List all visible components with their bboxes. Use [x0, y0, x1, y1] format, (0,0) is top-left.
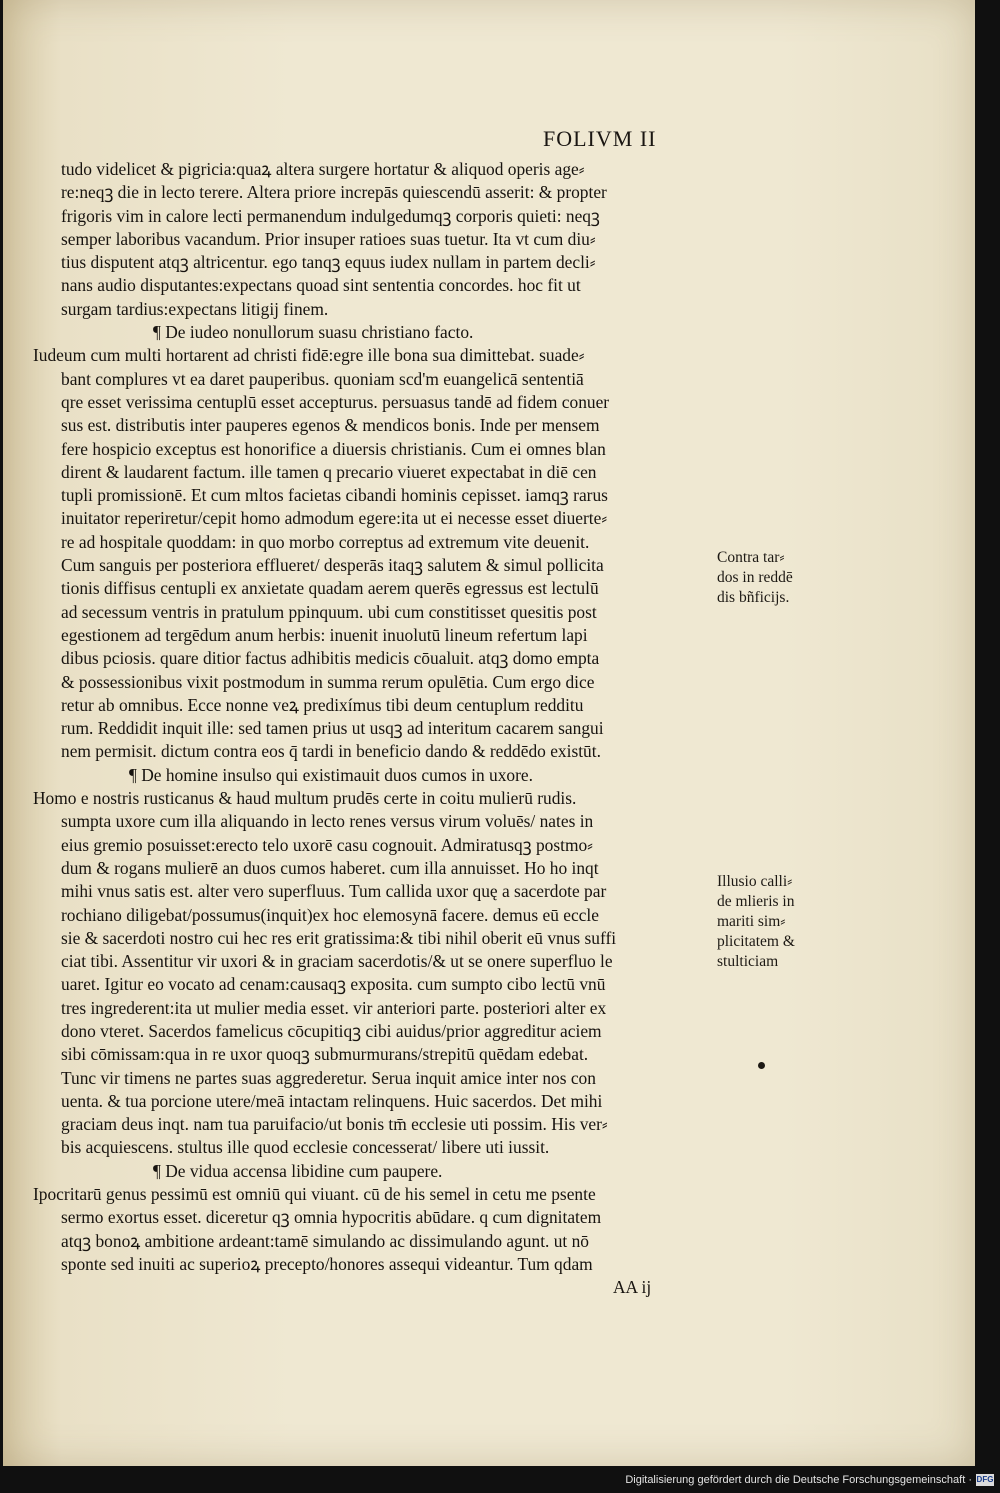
- text-line: nem permisit. dictum contra eos q̄ tardi in beneficio dando & reddēdo existūt.: [61, 741, 601, 762]
- text-line: ciat tibi. Assentitur vir uxori & in graciam sacerdotis/& ut se onere superfluo le: [61, 951, 613, 972]
- margin-note-line: stulticiam: [717, 953, 779, 970]
- margin-note-line: mariti sim⸗: [717, 913, 786, 930]
- margin-note-line: dos in reddē: [717, 569, 793, 586]
- footer: [625, 1471, 994, 1489]
- text-line: dono vteret. Sacerdos famelicus cōcupitiqꝫ cibi auidus/prior aggreditur aciem: [61, 1020, 602, 1041]
- margin-note-line: plicitatem &: [717, 933, 795, 950]
- text-line: mihi vnus satis est. alter vero superfluus. Tum callida uxor quę a sacerdote par: [61, 881, 607, 902]
- text-line: atqꝫ bonoꝝ ambitione ardeant:tamē simulando ac dissimulando agunt. ut nō: [61, 1230, 589, 1251]
- text-line: rum. Reddidit inquit ille: sed tamen prius ut usqꝫ ad interitum cacarem sangui: [61, 718, 604, 739]
- text-line: nans audio disputantes:expectans quoad sint sententia concordes. hoc fit ut: [61, 275, 581, 296]
- section-heading: ¶ De iudeo nonullorum suasu christiano facto.: [153, 322, 474, 343]
- ink-dot: [758, 1062, 765, 1069]
- text-line: Ipocritarū genus pessimū est omniū qui viuant. cū de his semel in cetu me psente: [33, 1184, 596, 1205]
- section-heading: ¶ De homine insulso qui existimauit duos cumos in uxore.: [129, 764, 533, 785]
- text-line: inuitator reperiretur/cepit homo admodum egere:ita ut ei necesse esset diuerte⸗: [61, 508, 608, 529]
- text-line: sus est. distributis inter pauperes egenos & mendicos bonis. Inde per mensem: [61, 415, 600, 436]
- text-line: fere hospicio exceptus est honorifice a diuersis christianis. Cum ei omnes blan: [61, 438, 606, 459]
- text-line: & possessionibus vixit postmodum in summa rerum opulētia. Cum ergo dice: [61, 671, 595, 692]
- text-line: Tunc vir timens ne partes suas aggrederetur. Serua inquit amice inter nos con: [61, 1067, 596, 1088]
- text-line: bis acquiescens. stultus ille quod ecclesie concesserat/ libere uti iussit.: [61, 1137, 550, 1158]
- text-line: sponte sed inuiti ac superioꝝ precepto/honores assequi videantur. Tum qdam: [61, 1253, 593, 1274]
- text-line: tius disputent atqꝫ altricentur. ego tanqꝫ equus iudex nullam in partem decli⸗: [61, 252, 596, 273]
- text-line: egestionem ad tergēdum anum herbis: inuenit inuolutū lineum refertum lapi: [61, 624, 588, 645]
- section-heading: ¶ De vidua accensa libidine cum paupere.: [153, 1160, 443, 1181]
- text-line: tupli promissionē. Et cum mltos facietas cibandi hominis cepisset. iamqꝫ rarus: [61, 485, 608, 506]
- footer-text: Digitalisierung gefördert durch die Deutsche Forschungsgemeinschaft ·: [625, 1474, 972, 1486]
- text-line: re:neqꝫ die in lecto terere. Altera priore increpās quiescendū asserit: & propter: [61, 182, 607, 203]
- text-line: frigoris vim in calore lecti permanendum indulgedumqꝫ corporis quieti: neqꝫ: [61, 205, 600, 226]
- text-line: surgam tardius:expectans litigij finem.: [61, 298, 329, 319]
- page: [3, 0, 975, 1466]
- margin-note-line: Illusio calli⸗: [717, 873, 793, 890]
- text-line: tudo videlicet & pigricia:quaꝝ altera surgere hortatur & aliquod operis age⸗: [61, 159, 585, 179]
- text-line: dibus pciosis. quare ditior factus adhibitis medicis cōualuit. atqꝫ domo empta: [61, 648, 600, 669]
- text-line: Iudeum cum multi hortarent ad christi fidē:egre ille bona sua dimittebat. suade⸗: [33, 345, 585, 366]
- margin-note-2: [717, 872, 827, 972]
- margin-note-line: de mlieris in: [717, 893, 795, 910]
- text-line: uenta. & tua porcione utere/meā intactam relinquens. Huic sacerdos. Det mihi: [61, 1090, 603, 1111]
- margin-note-line: dis bñficijs.: [717, 589, 790, 606]
- folio-header: FOLIVM II: [543, 126, 657, 151]
- main-text: [33, 158, 723, 1300]
- text-line: retur ab omnibus. Ecce nonne veꝝ predixímus tibi deum centuplum redditu: [61, 694, 584, 715]
- signature-mark: AA ij: [613, 1277, 652, 1298]
- dfg-logo-icon: DFG: [976, 1475, 994, 1484]
- text-line: tionis diffisus centupli ex anxietate quadam aerem querēs egressus est lectulū: [61, 578, 599, 599]
- text-line: uaret. Igitur eo vocato ad cenam:causaqꝫ exposita. cum sumpto cibo lectū vnū: [61, 974, 606, 995]
- text-line: tres ingrederent:ita ut mulier media esset. vir anteriori parte. posteriori alter ex: [61, 997, 607, 1018]
- text-line: ad secessum ventris in pratulum ppinquum. ubi cum constitisset quesitis post: [61, 601, 597, 622]
- text-line: Homo e nostris rusticanus & haud multum prudēs certe in coitu mulierū rudis.: [33, 788, 577, 809]
- text-line: semper laboribus vacandum. Prior insuper ratioes suas tuetur. Ita vt cum diu⸗: [61, 228, 596, 249]
- text-line: dum & rogans mulierē an duos cumos haberet. cum illa annuisset. Ho ho inqt: [61, 857, 599, 878]
- text-line: sibi cōmissam:qua in re uxor quoqꝫ submurmurans/strepitū quēdam edebat.: [61, 1044, 589, 1065]
- margin-note-1: [717, 548, 827, 608]
- text-line: graciam deus inqt. nam tua paruifacio/ut bonis tm̄ ecclesie uti possim. His ver⸗: [61, 1114, 608, 1135]
- text-line: sermo exortus esset. diceretur qꝫ omnia hypocritis abūdare. q cum dignitatem: [61, 1207, 602, 1228]
- text-line: sumpta uxore cum illa aliquando in lecto renes versus virum voluēs/ nates in: [61, 811, 594, 832]
- text-line: sie & sacerdoti nostro cui hec res erit gratissima:& tibi nihil oberit eū vnus suffi: [61, 927, 617, 948]
- text-line: bant complures vt ea daret pauperibus. quoniam scd'm euangelicā sententiā: [61, 368, 584, 389]
- text-line: re ad hospitale quoddam: in quo morbo correptus ad extremum vite deuenit.: [61, 531, 590, 552]
- text-line: dirent & laudarent factum. ille tamen q precario viueret expectabat in diē cen: [61, 461, 597, 482]
- text-line: qre esset verissima centuplū esset accepturus. persuasus tandē ad fidem conuer: [61, 391, 610, 412]
- text-line: eius gremio posuisset:erecto telo uxorē casu cognouit. Admiratusqꝫ postmo⸗: [61, 834, 593, 855]
- text-line: Cum sanguis per posteriora efflueret/ desperās itaqꝫ salutem & simul pollicita: [61, 555, 604, 576]
- text-line: rochiano diligebat/possumus(inquit)ex hoc elemosynā facere. demus eū eccle: [61, 904, 599, 925]
- margin-note-line: Contra tar⸗: [717, 549, 785, 566]
